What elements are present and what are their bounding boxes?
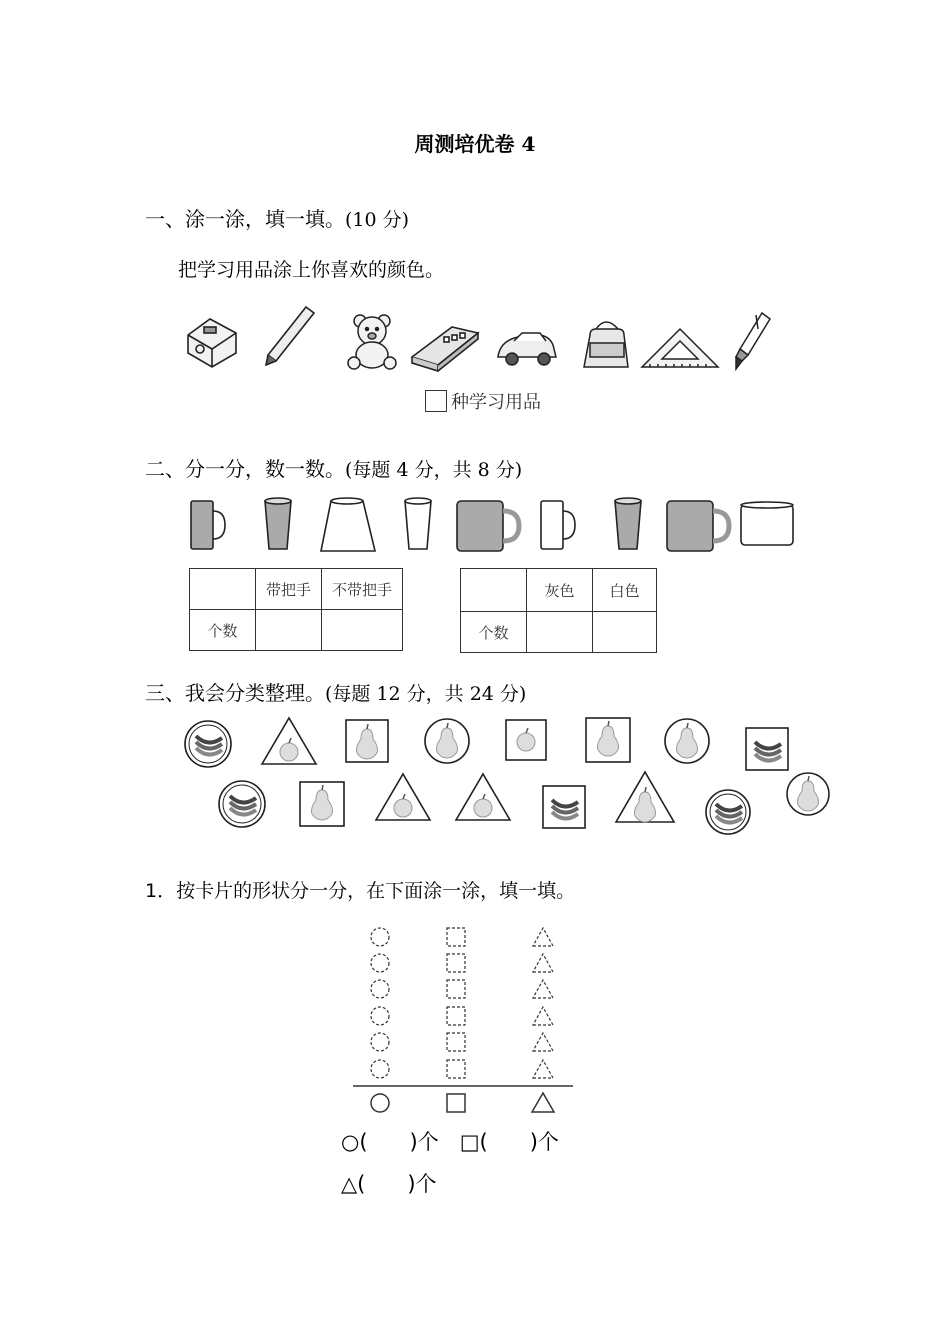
card-triangle-apple[interactable] [262,718,316,764]
card-square-banana[interactable] [746,728,788,770]
pencil-icon[interactable] [266,307,314,365]
table-answer-cell[interactable] [527,612,593,653]
card-square-pear[interactable] [586,718,630,762]
section1-points: (10 分) [345,209,410,231]
card-circle-pear[interactable] [425,719,469,763]
table-answer-cell[interactable] [593,612,657,653]
count-table-handle [189,568,403,651]
answer-line-1[interactable]: ○( )个 □( )个 [341,1130,559,1154]
table-answer-cell[interactable] [256,610,322,651]
schoolbag-icon[interactable] [584,322,628,367]
table-answer-cell[interactable] [322,610,403,651]
section2-points: (每题 4 分，共 8 分) [345,459,523,481]
card-circle-pear[interactable] [665,719,709,763]
triangle-icon [532,1093,554,1112]
triangle-column[interactable] [533,928,553,1078]
teddy-bear-icon[interactable] [348,315,396,369]
cup-gray-big-mug-icon[interactable] [667,501,729,551]
circle-column[interactable] [371,928,389,1078]
card-circle-pear[interactable] [787,773,829,815]
section1-heading [145,203,409,232]
circle-icon [371,1094,389,1112]
table-header-cell: 带把手 [256,569,322,610]
shape-count-chart [345,920,585,1120]
school-items-row [180,305,780,380]
section2-heading-text: 二、分一分，数一数。 [145,457,345,481]
table-cell-corner [461,569,527,612]
cup-gray-tumbler-icon[interactable] [265,498,291,549]
cup-gray-handle-icon[interactable] [191,501,225,549]
pencil-sharpener-icon[interactable] [188,319,236,367]
card-circle-banana[interactable] [185,721,231,767]
count-table-color [460,568,657,653]
fountain-pen-icon[interactable] [736,313,770,369]
cup-white-bowl-icon[interactable] [741,502,793,545]
card-triangle-pear[interactable] [616,772,674,822]
card-square-apple[interactable] [506,720,546,760]
cup-white-handle-icon[interactable] [541,501,575,549]
card-triangle-apple[interactable] [456,774,510,820]
section2-heading [145,453,522,482]
card-square-pear[interactable] [346,720,388,762]
table-row-label: 个数 [461,612,527,653]
page-title: 周测培优卷 4 [414,132,536,156]
section1-instruction: 把学习用品涂上你喜欢的颜色。 [178,259,445,281]
card-square-pear[interactable] [300,782,344,826]
table-row-label: 个数 [190,610,256,651]
cups-row [185,495,805,557]
cup-white-bucket-icon[interactable] [321,498,375,551]
question-1: 1．按卡片的形状分一分，在下面涂一涂，填一填。 [145,880,576,902]
table-header-cell: 不带把手 [322,569,403,610]
square-icon [447,1094,465,1112]
answer-label: 种学习用品 [451,392,541,413]
square-column[interactable] [447,928,465,1078]
answer-box[interactable] [425,390,447,412]
card-square-banana[interactable] [543,786,585,828]
cup-gray-tumbler-icon[interactable] [615,498,641,549]
cup-white-tumbler-icon[interactable] [405,498,431,549]
section1-heading-text: 一、涂一涂，填一填。 [145,207,345,231]
answer-line-2[interactable]: △( )个 [341,1172,437,1196]
table-header-cell: 灰色 [527,569,593,612]
card-circle-banana[interactable] [706,790,750,834]
cup-gray-big-mug-icon[interactable] [457,501,519,551]
fruit-cards [180,710,840,840]
section3-points: (每题 12 分，共 24 分) [325,683,527,705]
card-triangle-apple[interactable] [376,774,430,820]
triangle-ruler-icon[interactable] [642,329,718,367]
toy-car-icon[interactable] [498,333,556,365]
card-circle-banana[interactable] [219,781,265,827]
book-icon[interactable] [412,327,478,371]
section3-heading-text: 三、我会分类整理。 [145,681,325,705]
section1-answer [425,388,541,414]
section3-heading [145,677,526,706]
table-cell-corner [190,569,256,610]
table-header-cell: 白色 [593,569,657,612]
